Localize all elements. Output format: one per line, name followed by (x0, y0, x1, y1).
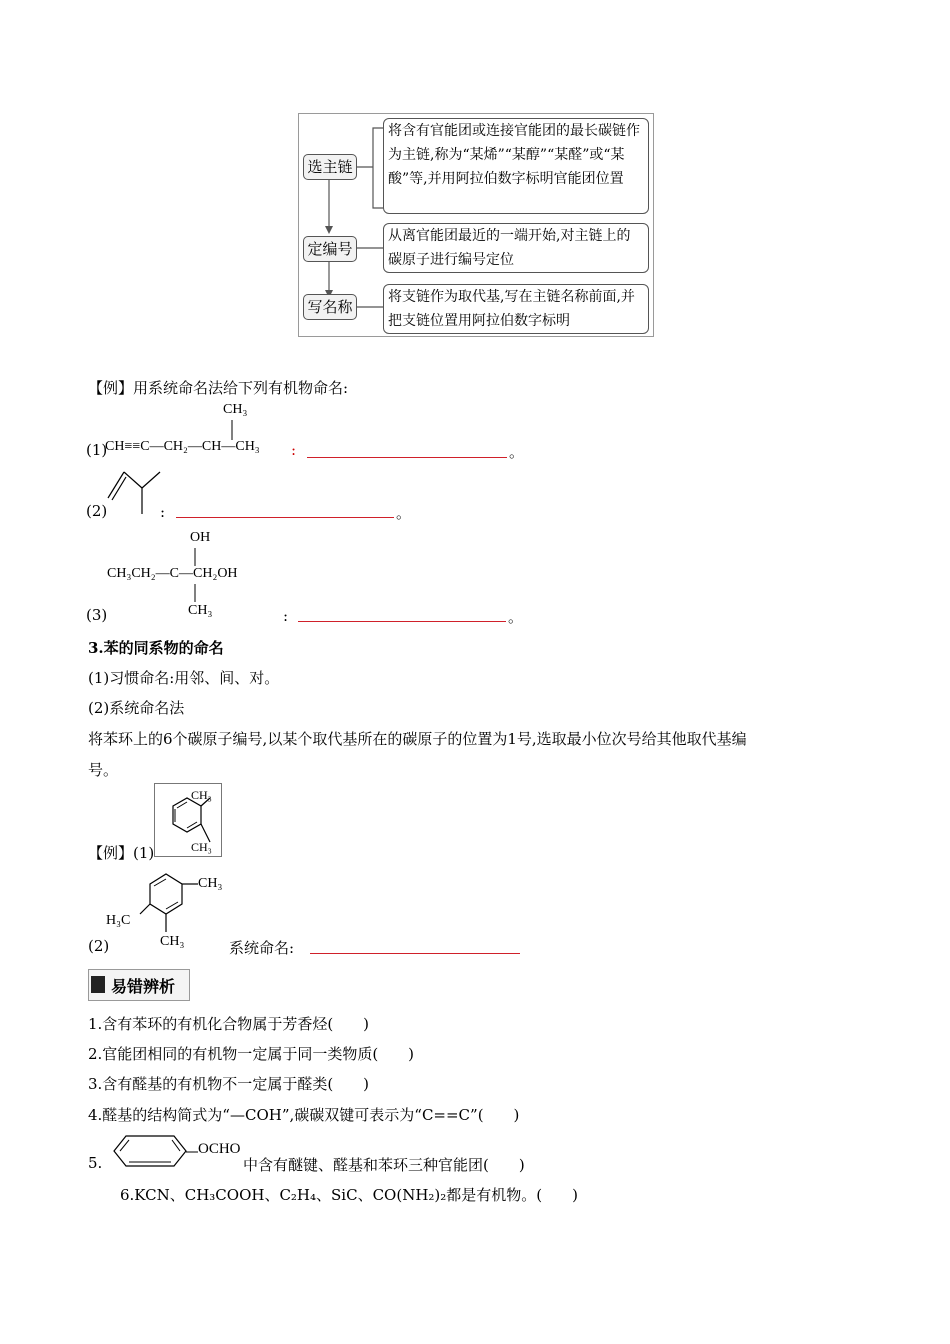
section3-line1: (1)习惯命名:用邻、间、对。 (88, 669, 280, 687)
example1-item3-oh: OH (190, 530, 211, 545)
judgment-4: 4.醛基的结构简式为“—COH”,碳碳双键可表示为“C==C”( ) (88, 1106, 520, 1124)
section3-heading: 3.苯的同系物的命名 (88, 639, 224, 657)
example1-item1-formula: CH≡≡C—CH₂—CH—CH₃ (105, 439, 260, 454)
example1-item3-main: CH₃CH₂—C—CH₂OH (107, 566, 238, 581)
section3-paragraph-line2: 号。 (88, 761, 119, 779)
example1-item1-answer-line (307, 457, 507, 458)
example2-label: 【例】(1) (88, 844, 155, 862)
example2-ring1-structure (154, 783, 222, 857)
example1-item3-bond-top (193, 548, 197, 566)
example1-item1-end: 。 (509, 443, 525, 461)
example1-item2-colon: : (160, 503, 166, 521)
judgment-3: 3.含有醛基的有机物不一定属于醛类( ) (88, 1075, 370, 1093)
section-e-icon (91, 976, 105, 993)
naming-flowchart (298, 113, 654, 337)
example1-intro: 【例】用系统命名法给下列有机物命名: (88, 379, 349, 397)
example1-item3-num: (3) (86, 606, 108, 624)
example1-item2-answer-line (176, 517, 394, 518)
section3-line2: (2)系统命名法 (88, 699, 185, 717)
example1-item3-ch3: CH₃ (188, 603, 213, 618)
example1-item2-end: 。 (396, 504, 412, 522)
example1-item2-num: (2) (86, 502, 108, 520)
judgment-5-bond (186, 1150, 198, 1154)
example2-answer-line (310, 953, 520, 954)
example1-item3-end: 。 (508, 608, 524, 626)
judgment-5-benzene-ring (110, 1134, 190, 1168)
example2-ring2-structure (120, 868, 210, 938)
example1-item1-num: (1) (86, 441, 108, 459)
example2-ring2-ch3-bottom: CH₃ (160, 934, 185, 949)
example2-prompt: 系统命名: (229, 939, 295, 957)
step-select-main-chain-desc: 将含有官能团或连接官能团的最长碳链作为主链,称为“某烯”“某醇”“某醛”或“某酸”等,并用阿拉伯数字标明官能团位置 (383, 118, 649, 214)
step-write-name: 写名称 (303, 294, 357, 320)
example1-item1-branch (230, 420, 234, 440)
example1-item3-answer-line (298, 621, 506, 622)
example2-ring1-ch3-bottom: CH₃ (191, 840, 212, 854)
judgment-5-text: 中含有醚键、醛基和苯环三种官能团( ) (243, 1156, 525, 1174)
judgment-5-num: 5. (88, 1154, 103, 1172)
example1-item1-ch3: CH₃ (223, 402, 248, 417)
example1-item1-colon: : (291, 441, 297, 459)
step-select-main-chain: 选主链 (303, 154, 357, 180)
step-write-name-desc: 将支链作为取代基,写在主链名称前面,并把支链位置用阿拉伯数字标明 (383, 284, 649, 334)
example2-ring2-ch3-right: CH₃ (198, 876, 223, 891)
error-analysis-title: 易错辨析 (111, 977, 176, 996)
example1-item2-skeletal-structure (104, 468, 164, 516)
step-numbering-desc: 从离官能团最近的一端开始,对主链上的碳原子进行编号定位 (383, 223, 649, 273)
judgment-2: 2.官能团相同的有机物一定属于同一类物质( ) (88, 1045, 415, 1063)
example1-item3-colon: : (283, 607, 289, 625)
example2-item2-num: (2) (88, 937, 110, 955)
judgment-6: 6.KCN、CH₃COOH、C₂H₄、SiC、CO(NH₂)₂都是有机物。( ) (120, 1186, 578, 1204)
judgment-1: 1.含有苯环的有机化合物属于芳香烃( ) (88, 1015, 370, 1033)
example1-item3-bond-bottom (193, 584, 197, 602)
section3-paragraph-line1: 将苯环上的6个碳原子编号,以某个取代基所在的碳原子的位置为1号,选取最小位次号给其他取代基编 (88, 730, 747, 748)
judgment-5-ocho: OCHO (198, 1141, 241, 1157)
example2-ring1-ch3-top: CH₃ (191, 788, 212, 802)
step-numbering: 定编号 (303, 236, 357, 262)
example2-ring2-h3c-left: H₃C (106, 913, 131, 928)
error-analysis-badge (88, 969, 190, 1001)
